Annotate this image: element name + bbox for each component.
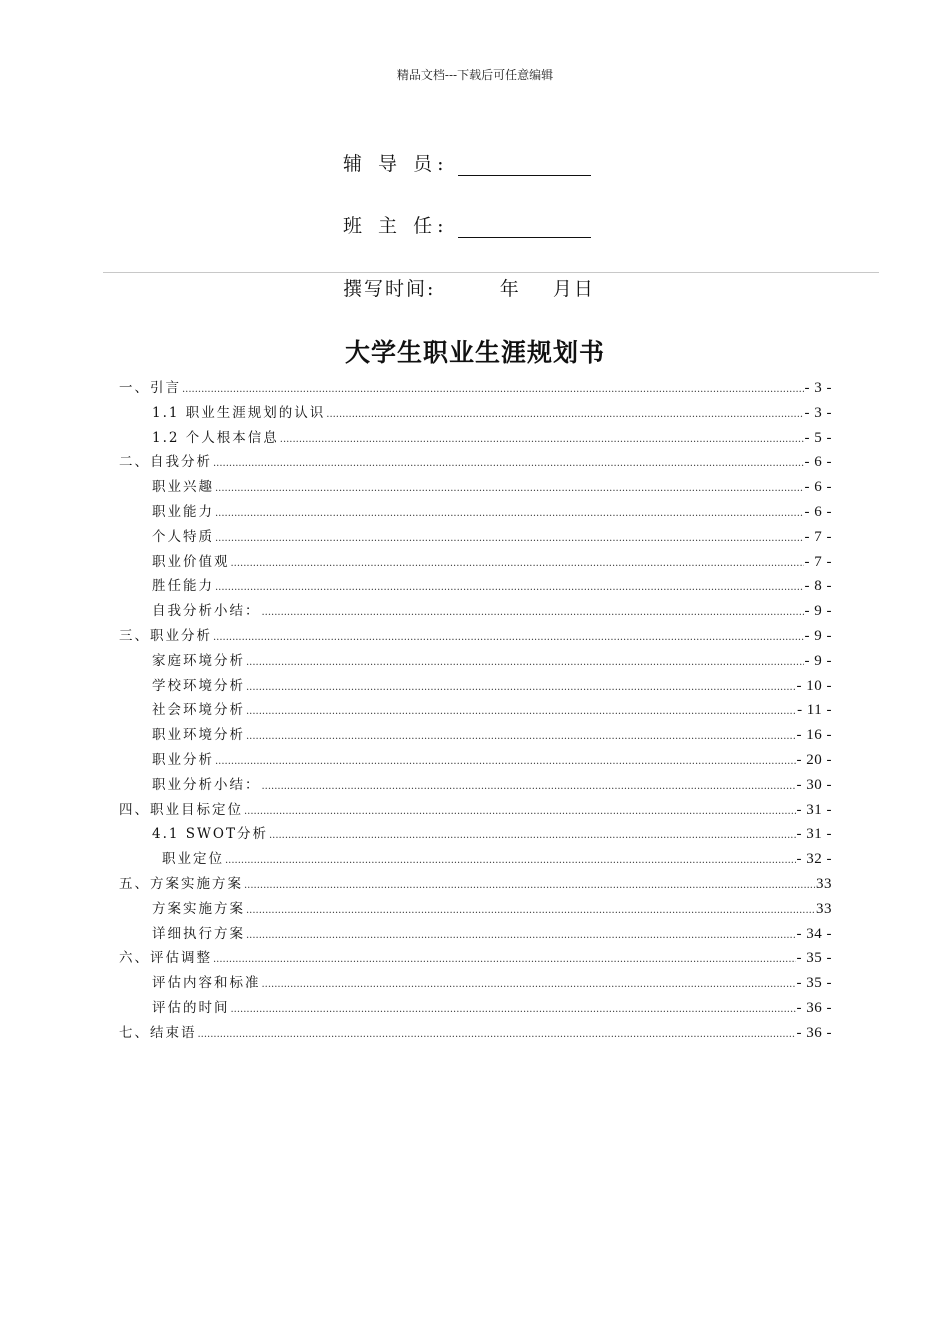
toc-dot-leader xyxy=(246,674,796,701)
toc-dot-leader xyxy=(231,996,796,1023)
head-teacher-blank-line xyxy=(458,215,591,238)
toc-dot-leader xyxy=(198,1021,796,1048)
toc-entry[interactable] xyxy=(119,798,832,823)
toc-dot-leader xyxy=(246,649,804,676)
toc-dot-leader xyxy=(262,773,796,800)
toc-entry-page: - 9 - xyxy=(804,652,832,669)
document-title: 大学生职业生涯规划书 xyxy=(344,338,605,367)
advisor-label: 辅 导 员: xyxy=(343,153,449,175)
toc-entry[interactable] xyxy=(119,599,832,624)
toc-entry-page: - 5 - xyxy=(804,429,832,446)
toc-entry-page: - 9 - xyxy=(804,603,832,620)
toc-dot-leader xyxy=(213,450,804,477)
toc-dot-leader xyxy=(215,475,804,502)
toc-entry-title: 家庭环境分析 xyxy=(152,652,245,669)
toc-dot-leader xyxy=(246,723,796,750)
toc-entry[interactable] xyxy=(119,1021,832,1046)
toc-entry[interactable] xyxy=(119,971,832,996)
toc-entry-title: 五、方案实施方案 xyxy=(119,875,243,892)
toc-entry[interactable] xyxy=(119,773,832,798)
toc-entry-title: 详细执行方案 xyxy=(152,925,245,942)
toc-entry-title: 职业定位 xyxy=(162,851,224,868)
toc-entry-title: 社会环境分析 xyxy=(152,702,245,719)
toc-entry[interactable] xyxy=(119,426,832,451)
toc-dot-leader xyxy=(215,500,804,527)
toc-entry-title: 一、引言 xyxy=(119,380,181,396)
toc-entry-title: 二、自我分析 xyxy=(119,454,212,471)
toc-entry[interactable] xyxy=(119,525,832,550)
toc-entry-title: 职业价值观 xyxy=(152,553,230,570)
toc-dot-leader xyxy=(246,922,796,949)
toc-entry-page: - 10 - xyxy=(796,677,832,694)
toc-entry-title: 学校环境分析 xyxy=(152,677,245,694)
toc-entry[interactable] xyxy=(119,500,832,525)
toc-entry-page: - 6 - xyxy=(804,479,832,496)
toc-dot-leader xyxy=(215,748,796,775)
toc-dot-leader xyxy=(280,426,804,453)
toc-entry[interactable] xyxy=(119,996,832,1021)
toc-entry-title: 胜任能力 xyxy=(152,578,214,595)
toc-entry-page: - 20 - xyxy=(796,751,832,768)
toc-entry-page: - 6 - xyxy=(804,503,832,520)
toc-dot-leader xyxy=(262,971,796,998)
toc-entry-page: 33 xyxy=(816,900,832,917)
toc-dot-leader xyxy=(326,401,803,428)
toc-entry-page: - 16 - xyxy=(796,727,832,744)
toc-entry-page: - 3 - xyxy=(804,380,832,396)
toc-entry[interactable] xyxy=(119,674,832,699)
head-teacher-label: 班 主 任: xyxy=(343,215,449,237)
toc-dot-leader xyxy=(269,822,796,849)
toc-entry-page: - 31 - xyxy=(796,826,832,843)
toc-entry-title: 三、职业分析 xyxy=(119,627,212,644)
advisor-blank-line xyxy=(458,153,591,176)
toc-entry[interactable] xyxy=(119,748,832,773)
toc-entry-page: - 34 - xyxy=(796,925,832,942)
toc-entry[interactable] xyxy=(119,872,832,897)
toc-entry[interactable] xyxy=(119,574,832,599)
toc-entry-page: - 32 - xyxy=(796,851,832,868)
page-header-watermark: 精品文档---下载后可任意编辑 xyxy=(396,68,554,82)
toc-dot-leader xyxy=(213,946,796,973)
toc-entry[interactable] xyxy=(119,847,832,872)
toc-entry[interactable] xyxy=(119,550,832,575)
toc-entry-title: 职业分析小结： xyxy=(152,776,261,793)
toc-entry[interactable] xyxy=(119,723,832,748)
toc-entry[interactable] xyxy=(119,450,832,475)
toc-entry[interactable] xyxy=(119,698,832,723)
toc-entry-title: 职业兴趣 xyxy=(152,479,214,496)
toc-entry-page: - 8 - xyxy=(804,578,832,595)
toc-entry-title: 七、结束语 xyxy=(119,1024,197,1041)
toc-entry-page: 33 xyxy=(816,875,832,892)
page-break-rule xyxy=(103,272,879,273)
toc-entry-title: 六、评估调整 xyxy=(119,950,212,967)
toc-entry-page: - 35 - xyxy=(796,950,832,967)
toc-entry-page: - 31 - xyxy=(796,801,832,818)
toc-entry-page: - 35 - xyxy=(796,975,832,992)
toc-entry-title: 评估的时间 xyxy=(152,999,230,1016)
toc-entry-page: - 36 - xyxy=(796,999,832,1016)
toc-dot-leader xyxy=(231,550,804,577)
toc-dot-leader xyxy=(262,599,804,626)
toc-dot-leader xyxy=(213,624,804,651)
advisor-field xyxy=(343,148,591,176)
toc-dot-leader xyxy=(246,897,815,924)
toc-dot-leader xyxy=(225,847,796,874)
toc-entry-page: - 36 - xyxy=(796,1024,832,1041)
toc-entry[interactable] xyxy=(119,376,832,401)
toc-entry[interactable] xyxy=(119,624,832,649)
toc-dot-leader xyxy=(215,525,804,552)
toc-entry-title: 职业能力 xyxy=(152,503,214,520)
toc-dot-leader xyxy=(244,872,815,899)
toc-entry-page: - 7 - xyxy=(804,553,832,570)
toc-entry-title: 四、职业目标定位 xyxy=(119,801,243,818)
toc-entry-page: - 30 - xyxy=(796,776,832,793)
table-of-contents xyxy=(119,376,832,1046)
toc-entry-page: - 7 - xyxy=(804,528,832,545)
toc-entry[interactable] xyxy=(119,475,832,500)
toc-entry-title: 方案实施方案 xyxy=(152,900,245,917)
toc-entry[interactable] xyxy=(119,649,832,674)
toc-entry-title: 4.1 SWOT分析 xyxy=(152,826,268,843)
head-teacher-field xyxy=(343,210,591,238)
toc-entry-title: 职业环境分析 xyxy=(152,727,245,744)
toc-entry-title: 自我分析小结： xyxy=(152,603,261,620)
toc-entry-title: 1.2 个人根本信息 xyxy=(152,429,279,446)
toc-dot-leader xyxy=(182,376,804,403)
toc-entry-title: 个人特质 xyxy=(152,528,214,545)
toc-entry[interactable] xyxy=(119,401,832,426)
toc-entry-page: - 9 - xyxy=(804,627,832,644)
toc-entry[interactable] xyxy=(119,946,832,971)
toc-entry[interactable] xyxy=(119,822,832,847)
toc-dot-leader xyxy=(246,698,796,725)
toc-entry-page: - 6 - xyxy=(804,454,832,471)
toc-entry-title: 1.1 职业生涯规划的认识 xyxy=(152,404,326,421)
toc-entry-page: - 11 - xyxy=(797,702,832,719)
toc-entry-page: - 3 - xyxy=(804,404,832,421)
toc-dot-leader xyxy=(244,798,796,825)
toc-entry[interactable] xyxy=(119,897,832,922)
toc-dot-leader xyxy=(215,574,804,601)
writing-date-line: 撰写时间: 年 月日 xyxy=(343,278,595,300)
toc-entry-title: 职业分析 xyxy=(152,751,214,768)
toc-entry-title: 评估内容和标准 xyxy=(152,975,261,992)
toc-entry[interactable] xyxy=(119,922,832,947)
